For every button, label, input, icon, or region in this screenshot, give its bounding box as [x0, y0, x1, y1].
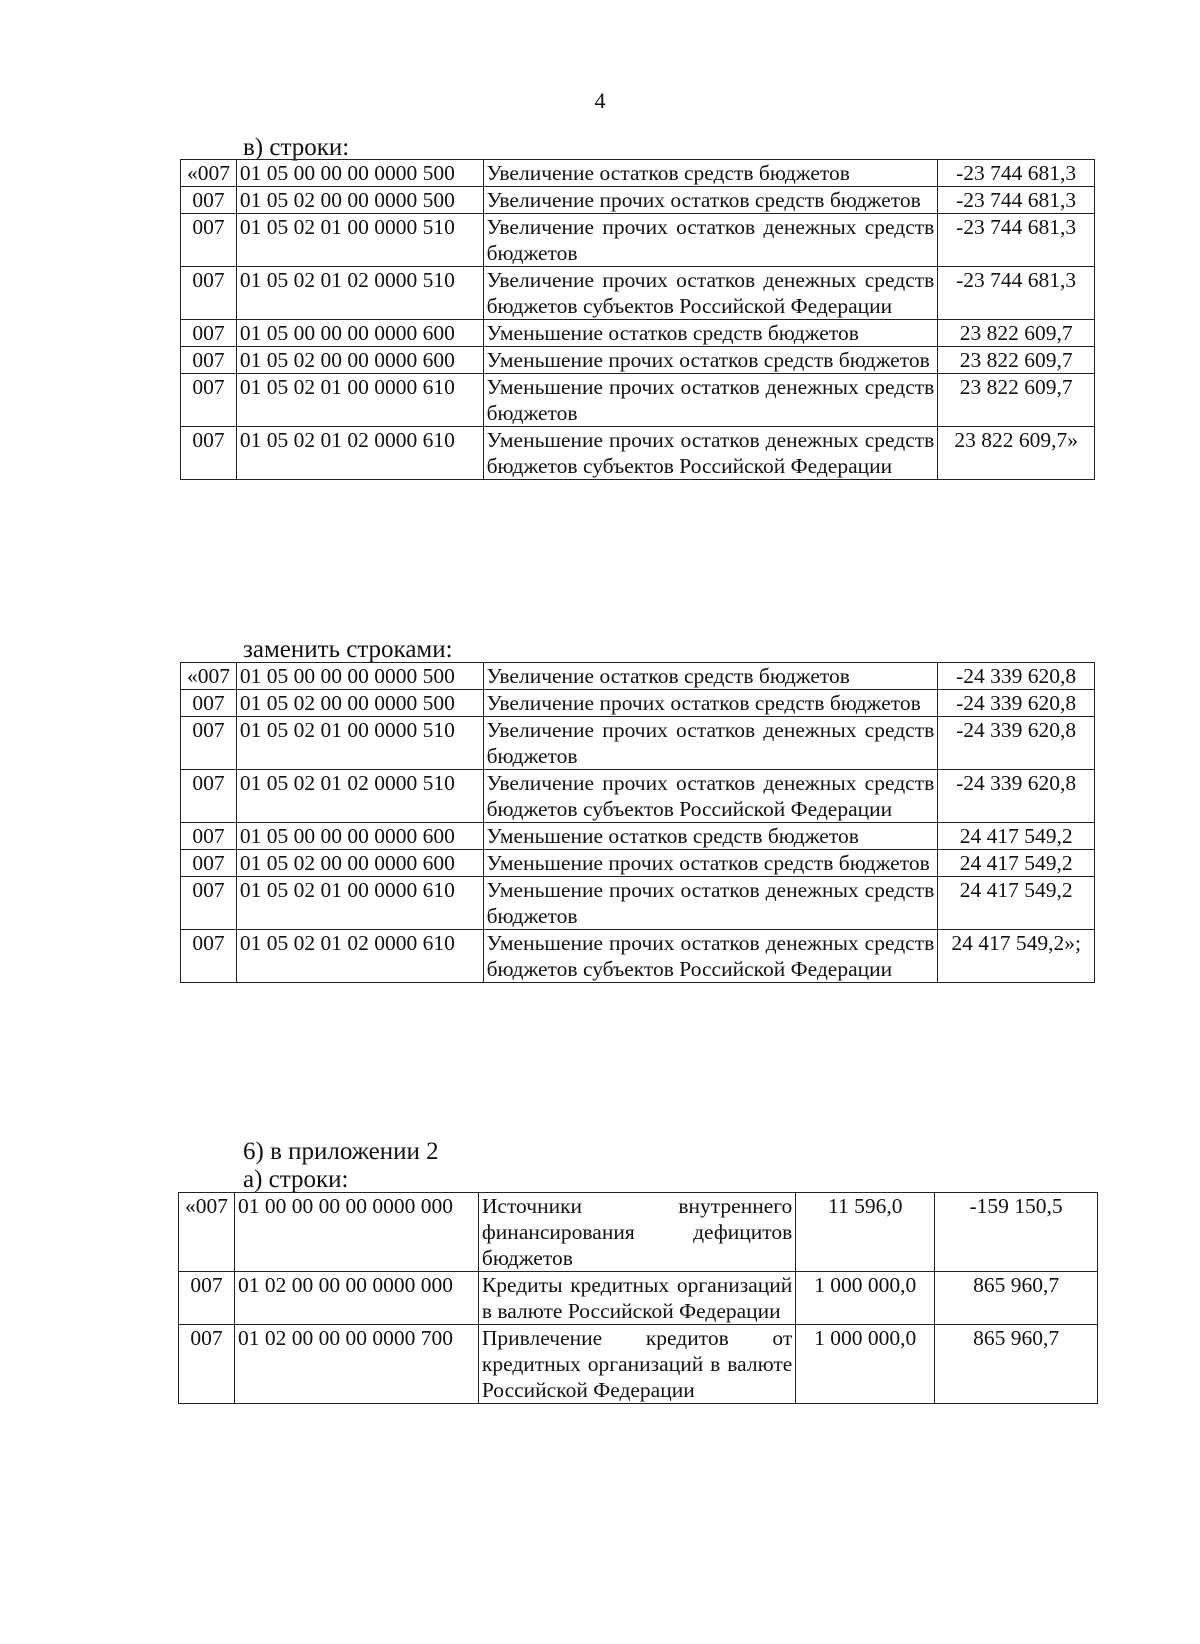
table-row	[181, 930, 1095, 983]
row-code: 01 05 02 01 02 0000 510	[236, 267, 483, 320]
row-name: Привлечение кредитов от кредитных организаций в валюте Российской Федерации	[478, 1325, 795, 1404]
row-prefix: 007	[179, 1272, 235, 1325]
table-row	[179, 1325, 1098, 1404]
table-row	[181, 187, 1095, 214]
row-prefix: 007	[181, 187, 237, 214]
table-row	[181, 347, 1095, 374]
table-row	[181, 717, 1095, 770]
row-code: 01 05 00 00 00 0000 600	[236, 320, 483, 347]
row-name: Увеличение прочих остатков денежных средств бюджетов	[483, 717, 938, 770]
table-row	[181, 770, 1095, 823]
row-value: 24 417 549,2»;	[938, 930, 1095, 983]
row-value: -24 339 620,8	[938, 770, 1095, 823]
row-name: Уменьшение остатков средств бюджетов	[483, 320, 938, 347]
row-value: 24 417 549,2	[938, 850, 1095, 877]
row-prefix: 007	[179, 1325, 235, 1404]
row-prefix: «007	[181, 663, 237, 690]
row-name: Уменьшение остатков средств бюджетов	[483, 823, 938, 850]
row-name: Увеличение прочих остатков денежных средств бюджетов субъектов Российской Федерации	[483, 267, 938, 320]
row-prefix: «007	[181, 160, 237, 187]
row-name: Уменьшение прочих остатков денежных средств бюджетов	[483, 374, 938, 427]
row-name: Увеличение прочих остатков денежных средств бюджетов субъектов Российской Федерации	[483, 770, 938, 823]
table-row	[179, 1193, 1098, 1272]
row-value-1: 1 000 000,0	[796, 1272, 935, 1325]
row-prefix: 007	[181, 320, 237, 347]
row-value: 23 822 609,7	[938, 320, 1095, 347]
row-name: Источники внутреннего финансирования дефицитов бюджетов	[478, 1193, 795, 1272]
row-prefix: 007	[181, 930, 237, 983]
row-name: Кредиты кредитных организаций в валюте Российской Федерации	[478, 1272, 795, 1325]
row-value: -23 744 681,3	[938, 214, 1095, 267]
row-name: Уменьшение прочих остатков средств бюджетов	[483, 850, 938, 877]
section-a-heading: а) строки:	[243, 1166, 349, 1193]
section-b-heading: 6) в приложении 2	[243, 1138, 439, 1165]
row-code: 01 05 02 01 00 0000 610	[236, 877, 483, 930]
section-c-heading: в) строки:	[243, 134, 350, 161]
row-code: 01 05 02 00 00 0000 600	[236, 347, 483, 374]
row-value: -24 339 620,8	[938, 717, 1095, 770]
row-name: Уменьшение прочих остатков средств бюджетов	[483, 347, 938, 374]
row-value-1: 1 000 000,0	[796, 1325, 935, 1404]
row-value: -24 339 620,8	[938, 663, 1095, 690]
replace-heading: заменить строками:	[243, 636, 453, 663]
row-prefix: 007	[181, 374, 237, 427]
table-row	[179, 1272, 1098, 1325]
row-value: -23 744 681,3	[938, 160, 1095, 187]
row-name: Увеличение остатков средств бюджетов	[483, 160, 938, 187]
table-row	[181, 320, 1095, 347]
page-number: 4	[594, 88, 606, 113]
row-value-2: -159 150,5	[935, 1193, 1098, 1272]
row-code: 01 00 00 00 00 0000 000	[234, 1193, 478, 1272]
row-code: 01 05 02 00 00 0000 500	[236, 690, 483, 717]
row-value: 24 417 549,2	[938, 823, 1095, 850]
row-prefix: «007	[179, 1193, 235, 1272]
row-code: 01 05 02 01 02 0000 610	[236, 930, 483, 983]
table-row	[181, 690, 1095, 717]
row-code: 01 05 00 00 00 0000 500	[236, 663, 483, 690]
row-prefix: 007	[181, 823, 237, 850]
table-row	[181, 214, 1095, 267]
row-name: Увеличение прочих остатков средств бюджетов	[483, 690, 938, 717]
row-value: -23 744 681,3	[938, 187, 1095, 214]
row-name: Увеличение прочих остатков денежных средств бюджетов	[483, 214, 938, 267]
table-row	[181, 663, 1095, 690]
row-prefix: 007	[181, 717, 237, 770]
row-code: 01 05 02 01 02 0000 610	[236, 427, 483, 480]
row-value-1: 11 596,0	[796, 1193, 935, 1272]
row-value: 23 822 609,7	[938, 374, 1095, 427]
table-row	[181, 160, 1095, 187]
row-prefix: 007	[181, 214, 237, 267]
row-value: -23 744 681,3	[938, 267, 1095, 320]
table-replacement-rows	[180, 662, 1095, 983]
row-code: 01 05 02 00 00 0000 600	[236, 850, 483, 877]
table-row	[181, 374, 1095, 427]
row-name: Увеличение прочих остатков средств бюджетов	[483, 187, 938, 214]
table-original-rows	[180, 159, 1095, 480]
row-prefix: 007	[181, 427, 237, 480]
row-name: Уменьшение прочих остатков денежных средств бюджетов	[483, 877, 938, 930]
row-name: Уменьшение прочих остатков денежных средств бюджетов субъектов Российской Федерации	[483, 930, 938, 983]
row-code: 01 05 00 00 00 0000 600	[236, 823, 483, 850]
row-prefix: 007	[181, 267, 237, 320]
row-code: 01 02 00 00 00 0000 700	[234, 1325, 478, 1404]
row-value: -24 339 620,8	[938, 690, 1095, 717]
table-row	[181, 267, 1095, 320]
row-code: 01 05 02 01 00 0000 510	[236, 717, 483, 770]
row-name: Увеличение остатков средств бюджетов	[483, 663, 938, 690]
table-row	[181, 823, 1095, 850]
table-row	[181, 850, 1095, 877]
row-value-2: 865 960,7	[935, 1272, 1098, 1325]
row-prefix: 007	[181, 877, 237, 930]
row-code: 01 05 02 01 00 0000 610	[236, 374, 483, 427]
row-name: Уменьшение прочих остатков денежных средств бюджетов субъектов Российской Федерации	[483, 427, 938, 480]
row-prefix: 007	[181, 347, 237, 374]
row-value: 23 822 609,7»	[938, 427, 1095, 480]
row-value: 23 822 609,7	[938, 347, 1095, 374]
row-value: 24 417 549,2	[938, 877, 1095, 930]
table-row	[181, 877, 1095, 930]
table-appendix-2-rows	[178, 1192, 1098, 1404]
table-row	[181, 427, 1095, 480]
row-code: 01 05 02 01 02 0000 510	[236, 770, 483, 823]
row-code: 01 05 02 01 00 0000 510	[236, 214, 483, 267]
row-prefix: 007	[181, 770, 237, 823]
row-code: 01 05 00 00 00 0000 500	[236, 160, 483, 187]
row-code: 01 02 00 00 00 0000 000	[234, 1272, 478, 1325]
row-prefix: 007	[181, 850, 237, 877]
row-value-2: 865 960,7	[935, 1325, 1098, 1404]
row-code: 01 05 02 00 00 0000 500	[236, 187, 483, 214]
row-prefix: 007	[181, 690, 237, 717]
